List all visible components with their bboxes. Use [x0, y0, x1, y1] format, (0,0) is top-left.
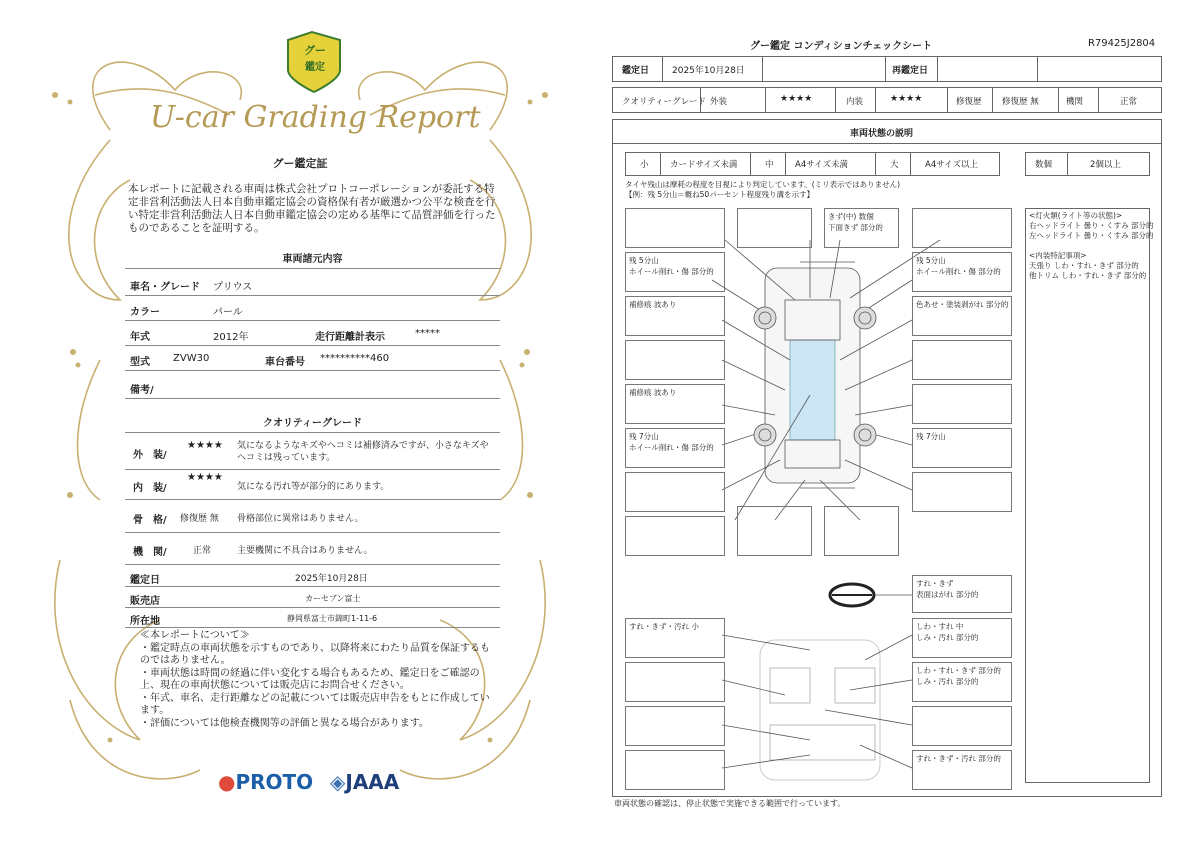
certificate-title: U-car Grading Report [150, 100, 481, 135]
info-row-shop [125, 588, 500, 608]
address-value: 静岡県富士市錦町1-11-6 [287, 614, 378, 623]
color-label: カラー [130, 307, 160, 318]
date-label: 鑑定日 [622, 66, 650, 76]
interior-text: 気になる汚れ等が部分的にあります。 [237, 482, 390, 492]
mileage-label: 走行距離計表示 [315, 332, 385, 343]
size-small-desc: カードサイズ未満 [670, 160, 738, 170]
quality-heading: クオリティーグレード [263, 418, 362, 429]
frame-value: 修復歴 無 [180, 514, 219, 524]
interior-note: 他トリム しわ・すれ・きず 部分的 [1029, 271, 1147, 280]
frame-text: 骨格部位に異常はありません。 [237, 514, 364, 524]
chassis-value: **********460 [320, 353, 390, 364]
condition-box [625, 516, 725, 556]
remarks-label: 備考/ [130, 385, 154, 396]
section-title: 車両状態の説明 [850, 129, 914, 139]
color-value: パール [213, 307, 243, 318]
engine-value: 正常 [193, 546, 212, 556]
exterior-text: 気になるようなキズやヘコミは補修済みですが、小さなキズやヘコミは残っています。 [237, 441, 489, 463]
condition-box-rear-left-tire: 残 7分山 ホイール削れ・傷 部分的 [625, 428, 725, 468]
shop-label: 販売店 [130, 596, 160, 607]
tire-note-2: 【例：残 5分山＝概ね50パーセント程度残り溝を示す】 [625, 190, 815, 199]
chassis-label: 車台番号 [265, 357, 305, 368]
condition-box-interior-left: すれ・きず・汚れ 小 [625, 618, 725, 658]
engine-label: 機 関/ [133, 547, 167, 558]
spec-row-year [125, 322, 500, 346]
exterior-stars: ★★★★ [187, 440, 223, 451]
info-row-date [125, 567, 500, 587]
certificate-body: 本レポートに記載される車両は株式会社プロトコーポレーションが委託する特定非営利活動法人日本自動車鑑定協会の資格保有者が厳選かつ公平な検査を行い特定非営利活動法人日本自動車鑑定協会の定める基準にて品質評価を行ったものであることを証明する。 [128, 183, 496, 234]
proto-mark-icon: ● [218, 770, 236, 794]
divider [125, 432, 500, 433]
quality-row-engine [125, 537, 500, 565]
info-row-address [125, 608, 500, 628]
badge-bottom-text: 鑑定 [305, 62, 325, 73]
note-item: ・車両状態は時間の経過に伴い変化する場合もあるため、鑑定日をご確認の上、現在の車両状態については販売店にお問合せください。 [140, 667, 480, 691]
lights-note: 右ヘッドライト 曇り・くすみ 部分的 [1029, 221, 1154, 230]
size-mid: 中 [765, 160, 774, 170]
quality-row-interior [125, 472, 500, 500]
condition-box [912, 472, 1012, 512]
tire-note-1: タイヤ残山は摩耗の程度を目視により判定しています。(ミリ表示ではありません) [625, 180, 901, 189]
address-label: 所在地 [130, 616, 160, 627]
quality-row-frame [125, 505, 500, 533]
int-label: 内装 [846, 97, 864, 107]
interior-notes-title: <内装特記事項> [1029, 251, 1087, 260]
jaaa-mark-icon: ◈ [330, 770, 346, 794]
size-mid-desc: A4サイズ未満 [795, 160, 849, 170]
repair-value: 修復歴 無 [1002, 97, 1039, 107]
condition-box-steering: すれ・きず 表面はがれ 部分的 [912, 575, 1012, 613]
exterior-label: 外 装/ [133, 450, 167, 461]
condition-check-sheet [600, 0, 1200, 848]
condition-box-interior-right-1: しわ・すれ 中 しみ・汚れ 部分的 [912, 618, 1012, 658]
name-value: プリウス [213, 282, 253, 293]
report-id: R79425J2804 [1088, 38, 1156, 49]
ext-label: 外装 [710, 97, 728, 107]
badge-top-text: グー [304, 44, 326, 57]
condition-box-front-center: きず(中) 数個 下面きず 部分的 [824, 208, 899, 248]
condition-box-front-left-tire: 残 5分山 ホイール削れ・傷 部分的 [625, 252, 725, 292]
condition-box [737, 208, 812, 248]
notes-title: ≪本レポートについて≫ [140, 630, 250, 641]
engine-value: 正常 [1120, 97, 1138, 107]
jaaa-logo: ◈JAAA [330, 770, 400, 794]
spec-row-model [125, 347, 500, 371]
condition-box [625, 208, 725, 248]
divider [125, 268, 500, 269]
condition-box-rear-right-tire: 残 7分山 [912, 428, 1012, 468]
interior-label: 内 装/ [133, 483, 167, 494]
redate-label: 再鑑定日 [892, 66, 929, 76]
condition-box [824, 506, 899, 556]
proto-logo: ●PROTO [218, 770, 314, 794]
lights-title: <灯火類(ライト等の状態)> [1029, 211, 1123, 220]
condition-box-left-repair-2: 補修痕 波あり [625, 384, 725, 424]
engine-text: 主要機関に不具合はありません。 [237, 546, 373, 556]
shop-value: カーセブン富士 [305, 594, 361, 603]
grade-label: クオリティーグレード [622, 97, 707, 107]
model-label: 型式 [130, 357, 150, 368]
note-item: ・年式、車名、走行距離などの記載については販売店申告をもとに作成しています。 [140, 692, 490, 716]
date-value: 2025年10月28日 [672, 66, 745, 76]
date-value: 2025年10月28日 [295, 574, 368, 584]
condition-box-right-fade: 色あせ・塗装剥がれ 部分的 [912, 296, 1012, 336]
count-label: 数個 [1035, 160, 1053, 170]
size-small: 小 [640, 160, 649, 170]
ext-stars: ★★★★ [780, 94, 813, 104]
condition-box [625, 340, 725, 380]
mileage-value: ***** [415, 328, 440, 339]
date-label: 鑑定日 [130, 575, 160, 586]
frame-label: 骨 格/ [133, 515, 167, 526]
sheet-title: グー鑑定 コンディションチェックシート [750, 41, 933, 52]
condition-box-left-repair-1: 補修痕 波あり [625, 296, 725, 336]
spec-row-color [125, 297, 500, 321]
special-notes-panel [1025, 208, 1154, 783]
spec-heading: 車両諸元内容 [282, 254, 343, 265]
interior-note: 天張り しわ・すれ・きず 部分的 [1029, 261, 1139, 270]
condition-box [625, 750, 725, 790]
size-large: 大 [890, 160, 899, 170]
condition-box [912, 384, 1012, 424]
certificate-subtitle: グー鑑定証 [272, 157, 328, 170]
repair-label: 修復歴 [956, 97, 982, 107]
quality-row-exterior [125, 436, 500, 470]
engine-label: 機関 [1066, 97, 1084, 107]
lights-note: 左ヘッドライト 曇り・くすみ 部分的 [1029, 231, 1154, 240]
year-label: 年式 [130, 332, 150, 343]
year-value: 2012年 [213, 332, 249, 343]
condition-box [912, 208, 1012, 248]
note-item: ・評価については他検査機関等の評価と異なる場合があります。 [140, 717, 429, 729]
condition-box [625, 706, 725, 746]
sheet-footer: 車両状態の確認は、停止状態で実施できる範囲で行っています。 [614, 799, 846, 808]
report-notes [140, 630, 495, 730]
name-label: 車名・グレード [130, 282, 200, 293]
condition-box-interior-right-2: しわ・すれ・きず 部分的 しみ・汚れ 部分的 [912, 662, 1012, 702]
model-value: ZVW30 [173, 353, 210, 364]
spec-row-remarks [125, 375, 500, 399]
condition-box [912, 706, 1012, 746]
condition-box-front-right-tire: 残 5分山 ホイール削れ・傷 部分的 [912, 252, 1012, 292]
count-desc: 2個以上 [1090, 160, 1121, 170]
size-large-desc: A4サイズ以上 [925, 160, 979, 170]
int-stars: ★★★★ [890, 94, 923, 104]
condition-box-interior-right-3: すれ・きず・汚れ 部分的 [912, 750, 1012, 790]
condition-box [912, 340, 1012, 380]
condition-box [737, 506, 812, 556]
interior-stars: ★★★★ [187, 472, 223, 483]
spec-row-name [125, 272, 500, 296]
condition-box [625, 472, 725, 512]
note-item: ・鑑定時点の車両状態を示すものであり、以降将来にわたり品質を保証するものではありません。 [140, 642, 490, 666]
condition-box [625, 662, 725, 702]
